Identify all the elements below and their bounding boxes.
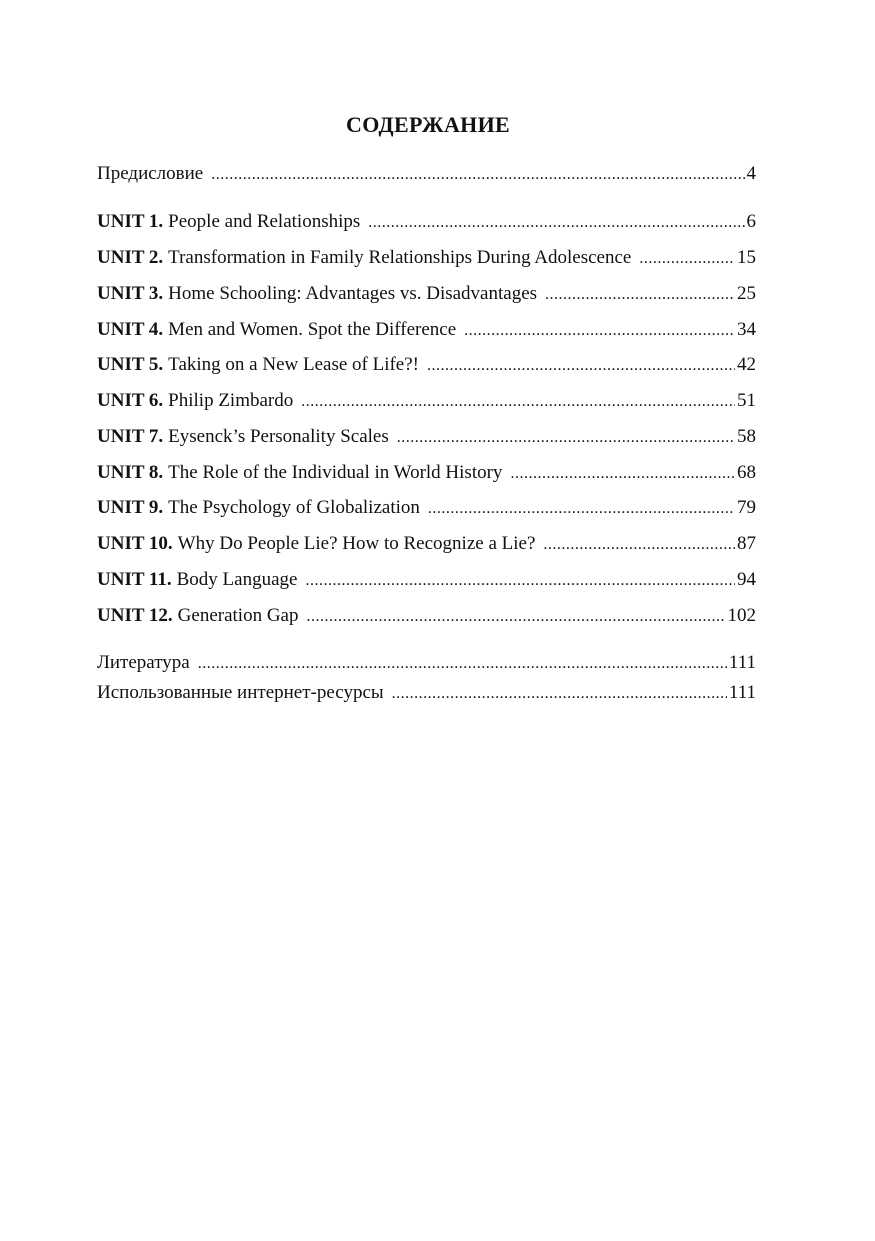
toc-page-number: 34 — [737, 319, 756, 340]
toc-entry-title: Transformation in Family Relationships During Adolescence — [168, 247, 632, 268]
toc-page-number: 4 — [746, 163, 756, 184]
toc-entry-unit-6[interactable] — [97, 388, 756, 414]
dot-leader — [427, 353, 735, 379]
dot-leader — [301, 389, 735, 415]
toc-unit-number: UNIT 4. — [97, 319, 164, 340]
toc-entry-unit-12[interactable] — [97, 603, 756, 629]
toc-entry-title: Предисловие — [97, 163, 204, 184]
toc-unit-number: UNIT 6. — [97, 390, 164, 411]
toc-entry-title: People and Relationships — [168, 211, 361, 232]
toc-page-number: 68 — [737, 462, 756, 483]
toc-entry-title: Generation Gap — [177, 605, 299, 626]
toc-entry-unit-11[interactable] — [97, 567, 756, 593]
toc-unit-number: UNIT 3. — [97, 283, 164, 304]
dot-leader — [639, 246, 735, 272]
toc-entry-internet-resources[interactable] — [97, 680, 756, 706]
dot-leader — [510, 461, 735, 487]
toc-entry-unit-9[interactable] — [97, 495, 756, 521]
toc-entry-title: Philip Zimbardo — [168, 390, 294, 411]
toc-unit-number: UNIT 5. — [97, 354, 164, 375]
toc-entry-unit-2[interactable] — [97, 245, 756, 271]
dot-leader — [198, 651, 727, 677]
toc-page-number: 15 — [737, 247, 756, 268]
toc-unit-number: UNIT 11. — [97, 569, 172, 590]
dot-leader — [392, 681, 727, 707]
toc-entry-title: Литература — [97, 652, 190, 673]
toc-entry-unit-10[interactable] — [97, 531, 756, 557]
toc-unit-number: UNIT 10. — [97, 533, 173, 554]
toc-unit-number: UNIT 9. — [97, 497, 164, 518]
toc-page-number: 6 — [746, 211, 756, 232]
toc-page-number: 111 — [728, 652, 756, 673]
toc-page-number: 25 — [737, 283, 756, 304]
page-title: СОДЕРЖАНИЕ — [346, 112, 510, 137]
toc-entry-title: Eysenck’s Personality Scales — [168, 426, 389, 447]
toc-entry-unit-7[interactable] — [97, 424, 756, 450]
toc-entry-title: The Role of the Individual in World History — [168, 462, 503, 483]
toc-entry-title: Использованные интернет-ресурсы — [97, 682, 384, 703]
dot-leader — [464, 318, 735, 344]
toc-entry-unit-1[interactable] — [97, 209, 756, 235]
dot-leader — [305, 568, 735, 594]
dot-leader — [428, 496, 735, 522]
toc-entry-title: Home Schooling: Advantages vs. Disadvantages — [168, 283, 538, 304]
toc-entry-unit-8[interactable] — [97, 460, 756, 486]
dot-leader — [368, 210, 744, 236]
toc-unit-number: UNIT 1. — [97, 211, 164, 232]
toc-page-number: 51 — [737, 390, 756, 411]
toc-entry-unit-4[interactable] — [97, 317, 756, 343]
toc-unit-number: UNIT 2. — [97, 247, 164, 268]
toc-unit-number: UNIT 12. — [97, 605, 173, 626]
toc-entry-unit-3[interactable] — [97, 281, 756, 307]
toc-entry-title: The Psychology of Globalization — [168, 497, 420, 518]
toc-page-number: 94 — [737, 569, 756, 590]
toc-page-number: 79 — [737, 497, 756, 518]
dot-leader — [543, 532, 735, 558]
toc-entry-title: Body Language — [176, 569, 298, 590]
toc-page-number: 58 — [737, 426, 756, 447]
toc-entry-references[interactable] — [97, 650, 756, 676]
toc-page-number: 87 — [737, 533, 756, 554]
toc-entry-unit-5[interactable] — [97, 352, 756, 378]
toc-entry-title: Why Do People Lie? How to Recognize a Lie? — [177, 533, 536, 554]
toc-entry-title: Taking on a New Lease of Life?! — [168, 354, 420, 375]
toc-entry-title: Men and Women. Spot the Difference — [168, 319, 457, 340]
toc-page-number: 102 — [727, 605, 756, 626]
toc-unit-number: UNIT 8. — [97, 462, 164, 483]
toc-entry-preface[interactable] — [97, 161, 756, 187]
dot-leader — [397, 425, 735, 451]
toc-page-number: 111 — [728, 682, 756, 703]
toc-page-number: 42 — [737, 354, 756, 375]
toc-unit-number: UNIT 7. — [97, 426, 164, 447]
dot-leader — [306, 604, 725, 630]
dot-leader — [211, 162, 744, 188]
dot-leader — [545, 282, 735, 308]
